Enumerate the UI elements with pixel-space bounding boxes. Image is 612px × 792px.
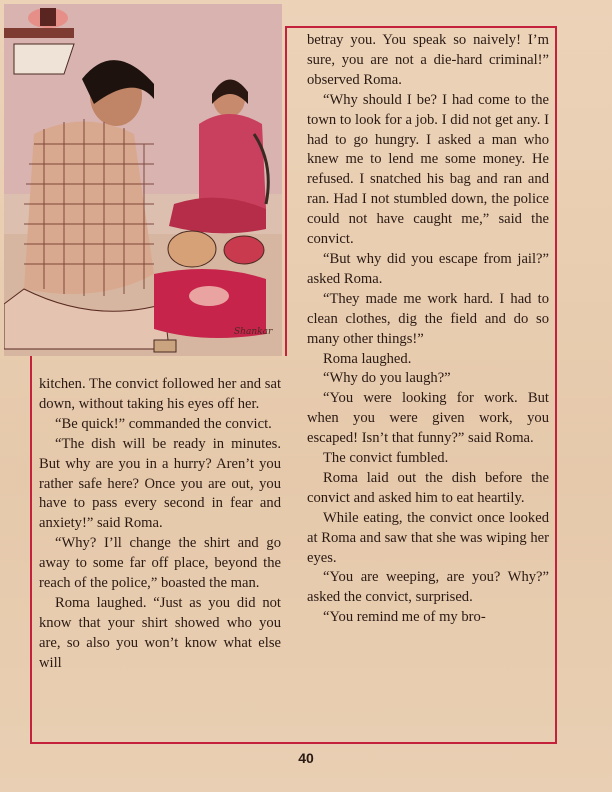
left-paragraph: kitchen. The convict followed her and sat down, without taking his eyes off her. (39, 376, 281, 412)
right-paragraph: “Why do you laugh?” (323, 370, 451, 387)
right-paragraph: betray you. You speak so naively! I’m sure, you are not a die-hard criminal!” observed Roma. (307, 32, 549, 88)
frame-line-top (285, 26, 557, 28)
right-paragraph: “You remind me of my bro- (323, 609, 486, 626)
left-paragraph: Roma laughed. “Just as you did not know that your shirt showed who you are, so also you won’t know what else will (39, 594, 281, 671)
right-paragraph: “But why did you escape from jail?” asked Roma. (307, 250, 549, 287)
left-paragraph: “Be quick!” commanded the convict. (55, 415, 272, 432)
right-paragraph: “They made me work hard. I had to clean clothes, dig the field and do so many other things!” (307, 290, 549, 347)
page-number: 40 (298, 750, 314, 766)
right-paragraph: “You were looking for work. But when you were given work, you escaped! Isn’t that funny?” said Roma. (307, 390, 549, 447)
frame-line-right (555, 26, 557, 744)
right-paragraph: Roma laid out the dish before the convict and asked him to eat heartily. (307, 469, 549, 506)
left-paragraph: “The dish will be ready in minutes. But why are you in a hurry? Aren’t you rather safe here? Once you are out, you have to pass every second in fear and anxiety!” said Roma. (39, 435, 281, 532)
right-paragraph: “Why should I be? I had come to the town to look for a job. I did not get any. I had to go hungry. I asked a man who knew me to lend me some money. He refused. I snatched his bag and ran and ran. Had I not stumbled down, the police could not have caught me,” said the convict. (307, 91, 549, 248)
frame-line-middle (285, 26, 287, 356)
story-illustration-icon (4, 4, 282, 356)
right-text-column (307, 31, 549, 628)
right-paragraph: While eating, the convict once looked at Roma and saw that she was wiping her eyes. (307, 509, 549, 566)
story-illustration (4, 4, 282, 356)
right-paragraph: Roma laughed. (323, 350, 412, 367)
frame-line-left (30, 356, 32, 744)
left-paragraph: “Why? I’ll change the shirt and go away to some far off place, beyond the reach of the police,” boasted the man. (39, 535, 281, 592)
artist-signature: Shankar (234, 327, 273, 337)
right-paragraph: The convict fumbled. (323, 450, 449, 467)
left-text-column (39, 375, 281, 674)
right-paragraph: “You are weeping, are you? Why?” asked the convict, surprised. (307, 569, 549, 606)
frame-line-bottom (30, 742, 557, 744)
